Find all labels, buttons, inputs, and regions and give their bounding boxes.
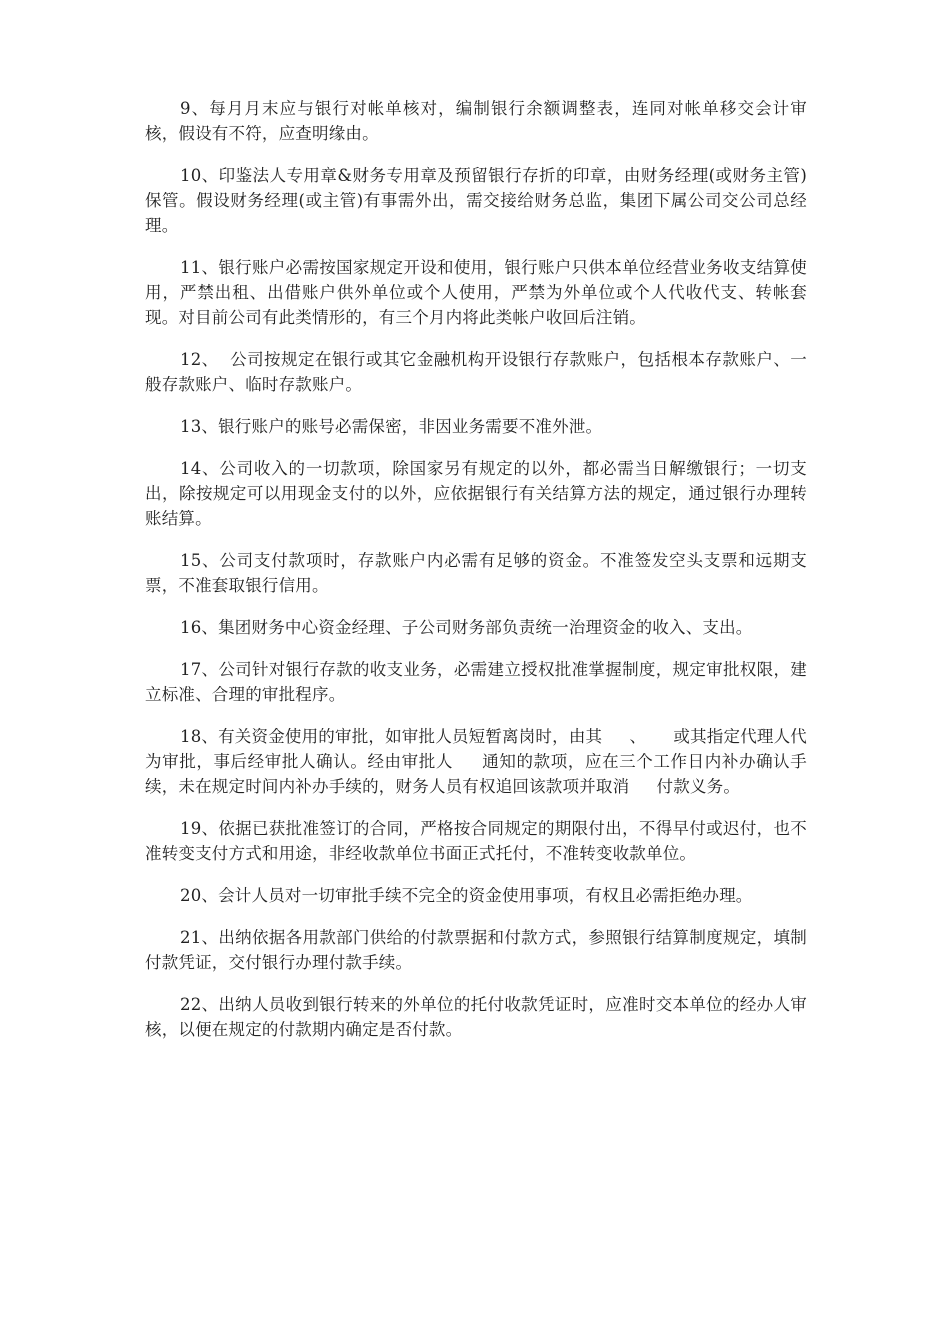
document-body — [145, 96, 807, 1059]
paragraph-11: 11、银行账户必需按国家规定开设和使用，银行账户只供本单位经营业务收支结算使用，严禁出租、出借账户供外单位或个人使用，严禁为外单位或个人代收代支、转帐套现。对目前公司有此类情形的，有三个月内将此类帐户收回后注销。 — [145, 258, 807, 327]
paragraph-12: 12、 公司按规定在银行或其它金融机构开设银行存款账户，包括根本存款账户、一般存款账户、临时存款账户。 — [145, 350, 807, 394]
paragraph-19: 19、依据已获批准签订的合同，严格按合同规定的期限付出，不得早付或迟付，也不准转变支付方式和用途，非经收款单位书面正式托付，不准转变收款单位。 — [145, 819, 807, 863]
paragraph-10: 10、印鉴法人专用章&财务专用章及预留银行存折的印章，由财务经理(或财务主管)保管。假设财务经理(或主管)有事需外出，需交接给财务总监，集团下属公司交公司总经理。 — [145, 166, 807, 235]
paragraph-21: 21、出纳依据各用款部门供给的付款票据和付款方式，参照银行结算制度规定，填制付款凭证，交付银行办理付款手续。 — [145, 928, 807, 972]
paragraph-14: 14、公司收入的一切款项，除国家另有规定的以外，都必需当日解缴银行；一切支出，除按规定可以用现金支付的以外，应依据银行有关结算方法的规定，通过银行办理转账结算。 — [145, 459, 807, 528]
paragraph-20: 20、会计人员对一切审批手续不完全的资金使用事项，有权且必需拒绝办理。 — [180, 886, 753, 905]
paragraph-9: 9、每月月末应与银行对帐单核对，编制银行余额调整表，连同对帐单移交会计审核，假设有不符，应查明缘由。 — [145, 99, 807, 143]
paragraph-15: 15、公司支付款项时，存款账户内必需有足够的资金。不准签发空头支票和远期支票，不准套取银行信用。 — [145, 551, 807, 595]
paragraph-22: 22、出纳人员收到银行转来的外单位的托付收款凭证时，应准时交本单位的经办人审核，以便在规定的付款期内确定是否付款。 — [145, 995, 807, 1039]
paragraph-18: 18、有关资金使用的审批，如审批人员短暂离岗时，由其 、 或其指定代理人代为审批，事后经审批人确认。经由审批人 通知的款项，应在三个工作日内补办确认手续，未在规定时间内补办手续的，财务人员有权追回该款项并取消 付款义务。 — [145, 727, 807, 796]
paragraph-16: 16、集团财务中心资金经理、子公司财务部负责统一治理资金的收入、支出。 — [180, 618, 753, 637]
paragraph-13: 13、银行账户的账号必需保密，非因业务需要不准外泄。 — [180, 417, 603, 436]
paragraph-17: 17、公司针对银行存款的收支业务，必需建立授权批准掌握制度，规定审批权限，建立标准、合理的审批程序。 — [145, 660, 807, 704]
